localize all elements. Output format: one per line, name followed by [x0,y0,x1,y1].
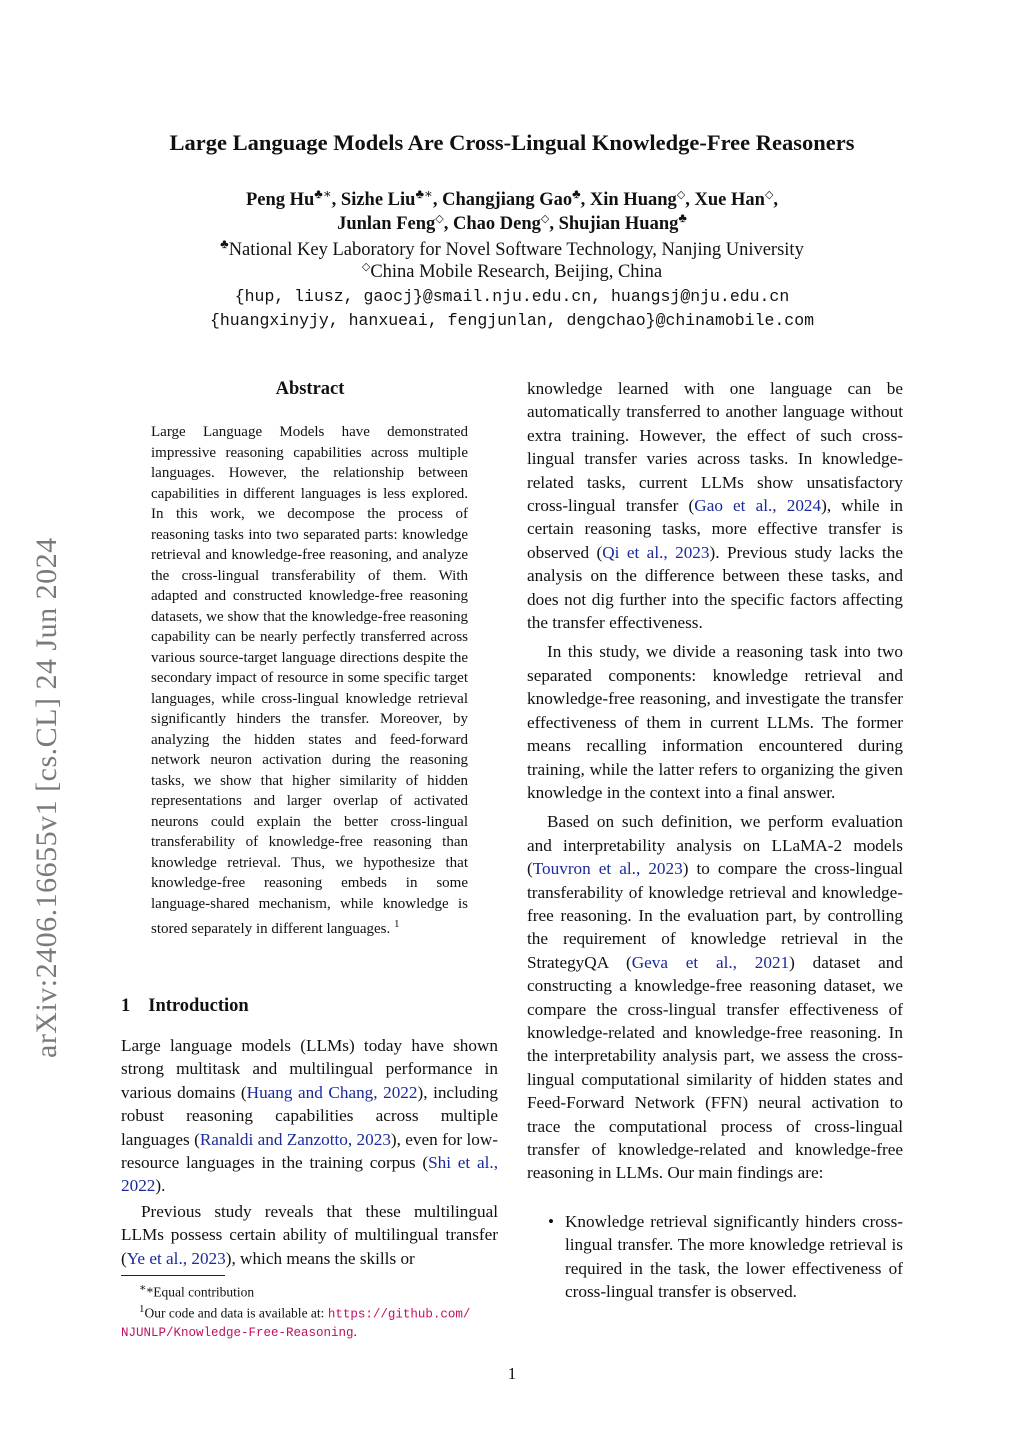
code-url-link[interactable]: https://github.com/ [327,1307,471,1321]
paper-title: Large Language Models Are Cross-Lingual Knowledge-Free Reasoners [169,130,855,155]
author-mark: ◇ [764,189,774,201]
email-line-1: {hup, liusz, gaocj}@smail.nju.edu.cn, huangsj@nju.edu.cn [234,287,790,306]
author-name: Junlan Feng [337,214,436,235]
right-column [527,377,903,1303]
author-name: Chao Deng [452,214,541,235]
author-mark: ♣∗ [314,186,332,201]
author-line-1: Peng Hu♣∗, Sizhe Liu♣∗, Changjiang Gao♣, Xin Huang◇, Xue Han◇, [245,186,779,211]
section-number: 1 [121,996,131,1016]
citation-link[interactable]: Huang and Chang, 2022 [246,1082,418,1102]
author-mark: ◇ [435,213,444,225]
citation-link[interactable]: Ye et al., 2023 [126,1248,226,1268]
author-mark: ♣ [678,210,687,225]
affiliation-1 [0,236,1024,261]
citation-link[interactable]: Ranaldi and Zanzotto, 2023 [199,1129,391,1149]
author-mark: ♣ [572,186,581,201]
author-line-2: Junlan Feng◇, Chao Deng◇, Shujian Huang♣ [337,210,687,235]
affiliation-text: China Mobile Research, Beijing, China [370,262,663,283]
author-name: Sizhe Liu [340,190,416,211]
abstract-heading: Abstract [275,379,345,399]
abstract-body [151,422,468,940]
finding-item: • Knowledge retrieval significantly hinders cross-lingual transfer. The more knowledge retrieval is required in the task, the lower effectiveness of cross-lingual transfer is observed. [565,1210,903,1304]
author-mark: ◇ [540,213,550,225]
author-name: Peng Hu [245,190,315,211]
intro-paragraph-4: Based on such definition, we perform evaluation and interpretability analysis on LLaMA-2 models (Touvron et al., 2023) to compare the cross-lingual transferability of knowledge retrieval and knowledge-free reasoning. In the evaluation part, by controlling the requirement of knowledge retrieval in the StrategyQA (Geva et al., 2021) dataset and constructing a knowledge-free reasoning dataset, we compare the cross-lingual transfer effectiveness of knowledge-related and knowledge-free reasoning. In the interpretability analysis part, we assess the cross-lingual computational similarity of hidden states and Feed-Forward Network (FFN) neural activation to trace the computational process of cross-lingual transfer of knowledge-related and knowledge-free reasoning in LLMs. Our main findings are: [527,812,903,1183]
section-title: Introduction [148,996,249,1016]
citation-link[interactable]: Qi et al., 2023 [602,542,710,562]
footnotes [121,1280,501,1342]
findings-list [527,1210,903,1304]
intro-paragraph-2-start: Previous study reveals that these multilingual LLMs possess certain ability of multilingual transfer (Ye et al., 2023), which means the skills or [121,1201,498,1268]
diamond-mark: ◇ [361,261,371,273]
intro-paragraph-3: In this study, we divide a reasoning task into two separated components: knowledge retrieval and knowledge-free reasoning, and investigate the transfer effectiveness of them in current LLMs. The former means recalling information encountered during training, while the latter refers to organizing the given knowledge in the context into a final answer. [527,642,903,802]
arxiv-stamp: arXiv:2406.16655v1 [cs.CL] 24 Jun 2024 [30,537,63,1058]
page-number: 1 [507,1364,517,1383]
author-name: Xin Huang [589,190,677,211]
affiliation-text: National Key Laboratory for Novel Software Technology, Nanjing University [228,240,804,261]
citation-link[interactable]: Geva et al., 2021 [631,952,790,972]
email-line-2: {huangxinyjy, hanxueai, fengjunlan, dengchao}@chinamobile.com [210,311,814,330]
footnote-equal-contribution: ∗*Equal contribution [139,1282,255,1300]
section-heading-introduction [121,996,249,1017]
author-mark: ◇ [676,189,686,201]
footnote-ref[interactable]: 1 [393,918,400,930]
left-column [121,1034,498,1270]
citation-link[interactable]: Touvron et al., 2023 [532,859,683,879]
footnote-rule [121,1275,225,1276]
abstract-text: Large Language Models have demonstrated impressive reasoning capabilities across multiple languages. However, the relationship between capabilities in different languages is less explored. In this work, we decompose the process of reasoning tasks into two separated parts: knowledge retrieval and knowledge-free reasoning, and analyze the cross-lingual transferability of them. With adapted and constructed knowledge-free reasoning datasets, we show that the knowledge-free reasoning capability can be nearly perfectly transferred across various source-target language directions despite the secondary impact of resource in some specific target languages, while cross-lingual knowledge retrieval significantly hinders the transfer. Moreover, by analyzing the hidden states and feed-forward network neuron activation during the reasoning tasks, we show that higher similarity of hidden representations and larger overlap of activated neurons could explain the better cross-lingual transferability of knowledge-free reasoning than knowledge retrieval. Thus, we hypothesize that knowledge-free reasoning embeds in some language-shared mechanism, while knowledge is stored separately in different languages. [151,424,468,937]
intro-paragraph-1: Large language models (LLMs) today have shown strong multitask and multilingual performance in various domains (Huang and Chang, 2022), including robust reasoning capabilities across multiple languages (Ranaldi and Zanzotto, 2023), even for low-resource languages in the training corpus (Shi et al., 2022). [121,1036,498,1196]
affiliation-2 [0,260,1024,283]
intro-paragraph-2-cont: knowledge learned with one language can be automatically transferred to another language without extra training. However, the effect of such cross-lingual transfer varies across tasks. In knowledge-related tasks, current LLMs show unsatisfactory cross-lingual transfer (Gao et al., 2024), while in certain reasoning tasks, more effective transfer is observed (Qi et al., 2023). Previous study lacks the analysis on the difference between these tasks, and does not dig further into the specific factors affecting the transfer effectiveness. [527,379,903,633]
author-name: Xue Han [694,190,765,211]
citation-link[interactable]: Shi et al., 2022 [121,1153,498,1196]
author-name: Changjiang Gao [442,190,573,211]
author-name: Shujian Huang [558,214,679,235]
footnote-code: $^1$Our code and data is available at: https://github.com/ NJUNLP/Knowledge-Free-Reasoning. [121,1302,471,1340]
club-mark: ♣ [220,236,229,251]
author-mark: ♣∗ [415,186,433,201]
code-url-link-cont[interactable]: NJUNLP/Knowledge-Free-Reasoning [121,1326,354,1340]
citation-link[interactable]: Gao et al., 2024 [694,496,822,516]
